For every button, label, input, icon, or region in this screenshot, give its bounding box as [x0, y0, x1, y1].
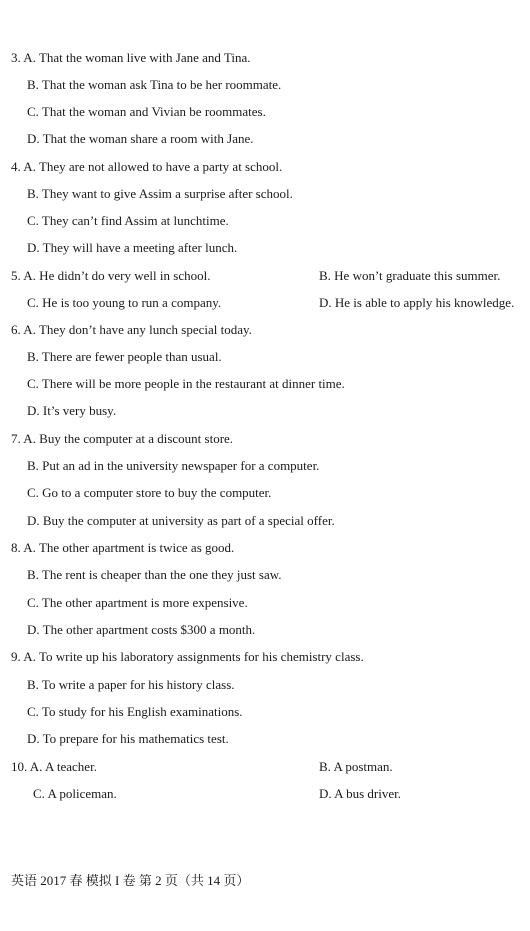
question-3-option-c: C. That the woman and Vivian be roommates. — [27, 104, 266, 119]
question-7-option-b: B. Put an ad in the university newspaper for a computer. — [27, 458, 320, 473]
option-text: A. They don’t have any lunch special today. — [23, 322, 252, 337]
question-6-option-b: B. There are fewer people than usual. — [27, 349, 222, 364]
question-10-option-d: D. A bus driver. — [319, 786, 401, 801]
question-4-option-d: D. They will have a meeting after lunch. — [27, 240, 238, 255]
question-7-option-a — [11, 431, 233, 447]
option-text: A. They are not allowed to have a party at school. — [23, 159, 283, 174]
question-7-option-d: D. Buy the computer at university as part of a special offer. — [27, 513, 335, 528]
question-7-option-c: C. Go to a computer store to buy the computer. — [27, 485, 272, 500]
option-text: A. The other apartment is twice as good. — [23, 540, 235, 555]
question-number: 4. — [11, 159, 21, 174]
question-4-option-a — [11, 159, 282, 175]
question-8-option-b: B. The rent is cheaper than the one they just saw. — [27, 567, 282, 582]
question-number: 8. — [11, 540, 21, 555]
question-number: 10. — [11, 759, 28, 774]
question-3-option-d: D. That the woman share a room with Jane. — [27, 131, 254, 146]
page-footer: 英语 2017 春 模拟 I 卷 第 2 页（共 14 页） — [11, 873, 250, 888]
question-5-option-d: D. He is able to apply his knowledge. — [319, 295, 515, 310]
question-10-option-a — [11, 759, 97, 775]
question-6-option-c: C. There will be more people in the restaurant at dinner time. — [27, 376, 345, 391]
question-5-option-a — [11, 268, 210, 284]
option-text: A. He didn’t do very well in school. — [23, 268, 211, 283]
option-text: A. A teacher. — [29, 759, 97, 774]
question-number: 9. — [11, 649, 21, 664]
question-3-option-a — [11, 50, 251, 66]
question-10-option-c: C. A policeman. — [33, 786, 117, 801]
question-6-option-a — [11, 322, 252, 338]
question-number: 5. — [11, 268, 21, 283]
question-8-option-a — [11, 540, 234, 556]
option-text: A. To write up his laboratory assignments for his chemistry class. — [23, 649, 364, 664]
question-5-option-b: B. He won’t graduate this summer. — [319, 268, 501, 283]
question-number: 6. — [11, 322, 21, 337]
question-5-option-c: C. He is too young to run a company. — [27, 295, 222, 310]
question-10-option-b: B. A postman. — [319, 759, 393, 774]
question-8-option-c: C. The other apartment is more expensive. — [27, 595, 248, 610]
question-9-option-b: B. To write a paper for his history class. — [27, 677, 235, 692]
question-number: 7. — [11, 431, 21, 446]
question-4-option-b: B. They want to give Assim a surprise after school. — [27, 186, 293, 201]
option-text: A. That the woman live with Jane and Tina. — [23, 50, 251, 65]
question-9-option-a — [11, 649, 364, 665]
option-text: A. Buy the computer at a discount store. — [23, 431, 234, 446]
question-number: 3. — [11, 50, 21, 65]
question-3-option-b: B. That the woman ask Tina to be her roommate. — [27, 77, 282, 92]
question-4-option-c: C. They can’t find Assim at lunchtime. — [27, 213, 229, 228]
question-9-option-d: D. To prepare for his mathematics test. — [27, 731, 229, 746]
question-8-option-d: D. The other apartment costs $300 a month. — [27, 622, 256, 637]
question-6-option-d: D. It’s very busy. — [27, 403, 117, 418]
question-9-option-c: C. To study for his English examinations. — [27, 704, 243, 719]
